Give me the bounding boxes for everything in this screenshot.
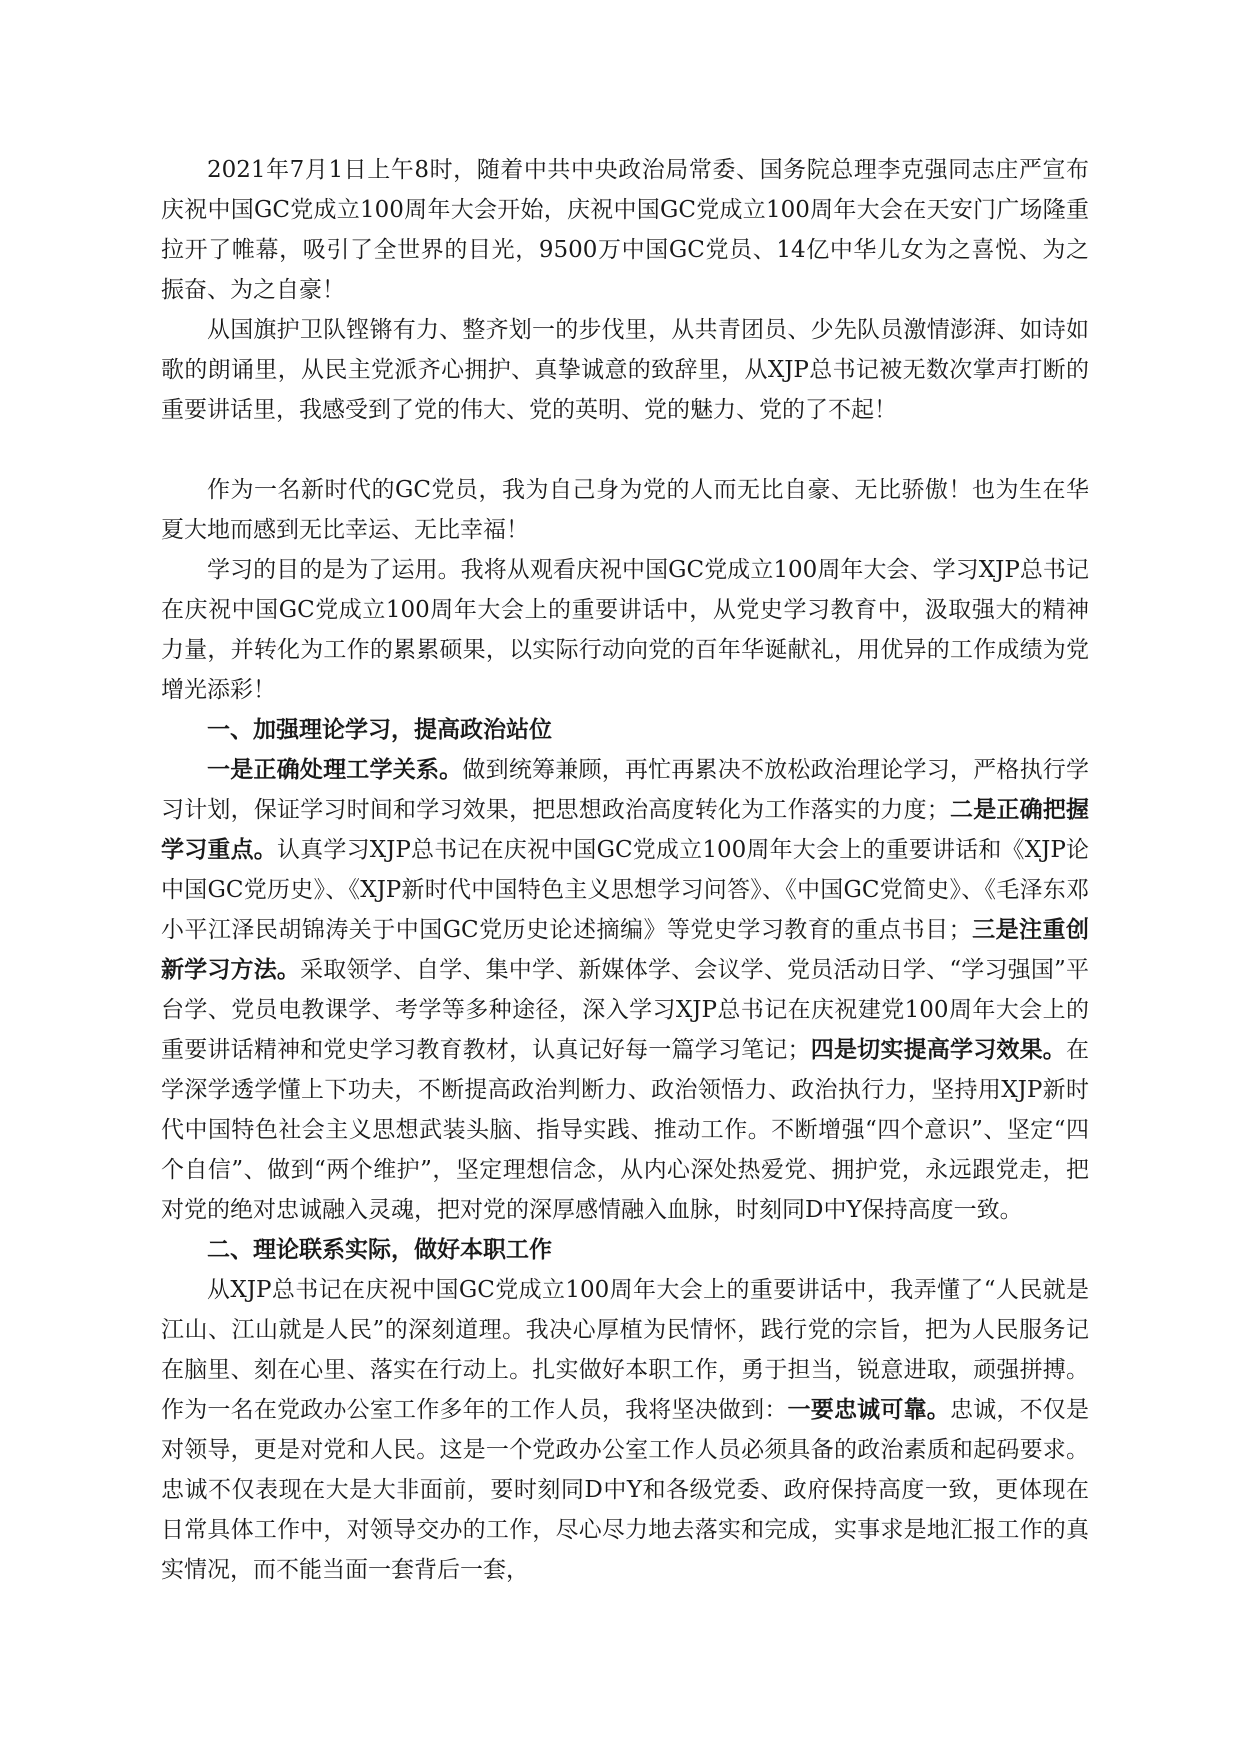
- section-heading-2: 二、理论联系实际，做好本职工作: [207, 1236, 552, 1263]
- section-2-body: [161, 1270, 1089, 1590]
- lead-point-3: 三是注重创新学习方法。: [161, 916, 1089, 983]
- section-heading-1: 一、加强理论学习，提高政治站位: [207, 716, 552, 743]
- lead-point-4: 四是切实提高学习效果。: [810, 1036, 1067, 1063]
- point-4-text: 在学深学透学懂上下功夫，不断提高政治判断力、政治领悟力、政治执行力，坚持用XJP新时代中国特色社会主义思想武装头脑、指导实践、推动工作。不断增强“四个意识”、坚定“四个自信”、做到“两个维护”，坚定理想信念，从内心深处热爱党、拥护党，永远跟党走，把对党的绝对忠诚融入灵魂，把对党的深厚感情融入血脉，时刻同D中Y保持高度一致。: [161, 1037, 1090, 1223]
- point-1-text: 做到统筹兼顾，再忙再累决不放松政治理论学习，严格执行学习计划，保证学习时间和学习效果，把思想政治高度转化为工作落实的力度；: [161, 757, 1090, 823]
- paragraph-feelings: 从国旗护卫队铿锵有力、整齐划一的步伐里，从共青团员、少先队员激情澎湃、如诗如歌的朗诵里，从民主党派齐心拥护、真挚诚意的致辞里，从XJP总书记被无数次掌声打断的重要讲话里，我感受到了党的伟大、党的英明、党的魅力、党的了不起！: [161, 317, 1089, 423]
- paragraph-opening: 2021年7月1日上午8时，随着中共中央政治局常委、国务院总理李克强同志庄严宣布庆祝中国GC党成立100周年大会开始，庆祝中国GC党成立100周年大会在天安门广场隆重拉开了帷幕，吸引了全世界的目光，9500万中国GC党员、14亿中华儿女为之喜悦、为之振奋、为之自豪！: [161, 157, 1089, 303]
- point-3-text: 采取领学、自学、集中学、新媒体学、会议学、党员活动日学、“学习强国”平台学、党员电教课学、考学等多种途径，深入学习XJP总书记在庆祝建党100周年大会上的重要讲话精神和党史学习教育教材，认真记好每一篇学习笔记；: [161, 957, 1089, 1063]
- point-2-text: 认真学习XJP总书记在庆祝中国GC党成立100周年大会上的重要讲话和《XJP论中国GC党历史》、《XJP新时代中国特色主义思想学习问答》、《中国GC党简史》、《毛泽东邓小平江泽民胡锦涛关于中国GC党历史论述摘编》等党史学习教育的重点书目；: [161, 837, 1090, 943]
- paragraph-pride: 作为一名新时代的GC党员，我为自己身为党的人而无比自豪、无比骄傲！也为生在华夏大地而感到无比幸运、无比幸福！: [161, 477, 1089, 543]
- loyalty-text: 忠诚，不仅是对领导，更是对党和人民。这是一个党政办公室工作人员必须具备的政治素质和起码要求。忠诚不仅表现在大是大非面前，要时刻同D中Y和各级党委、政府保持高度一致，更体现在日常具体工作中，对领导交办的工作，尽心尽力地去落实和完成，实事求是地汇报工作的真实情况，而不能当面一套背后一套，: [161, 1397, 1090, 1583]
- section-1-body: [161, 750, 1089, 1230]
- lead-loyalty: 一要忠诚可靠。: [787, 1396, 950, 1423]
- section-2-intro: 从XJP总书记在庆祝中国GC党成立100周年大会上的重要讲话中，我弄懂了“人民就是江山、江山就是人民”的深刻道理。我决心厚植为民情怀，践行党的宗旨，把为人民服务记在脑里、刻在心里、落实在行动上。扎实做好本职工作，勇于担当，锐意进取，顽强拼搏。作为一名在党政办公室工作多年的工作人员，我将坚决做到：: [161, 1277, 1089, 1423]
- paragraph-purpose: 学习的目的是为了运用。我将从观看庆祝中国GC党成立100周年大会、学习XJP总书记在庆祝中国GC党成立100周年大会上的重要讲话中，从党史学习教育中，汲取强大的精神力量，并转化为工作的累累硕果，以实际行动向党的百年华诞献礼，用优异的工作成绩为党增光添彩！: [161, 557, 1089, 703]
- document-page: [161, 150, 1089, 1590]
- lead-point-1: 一是正确处理工学关系。: [207, 756, 463, 783]
- lead-point-2: 二是正确把握学习重点。: [161, 796, 1090, 863]
